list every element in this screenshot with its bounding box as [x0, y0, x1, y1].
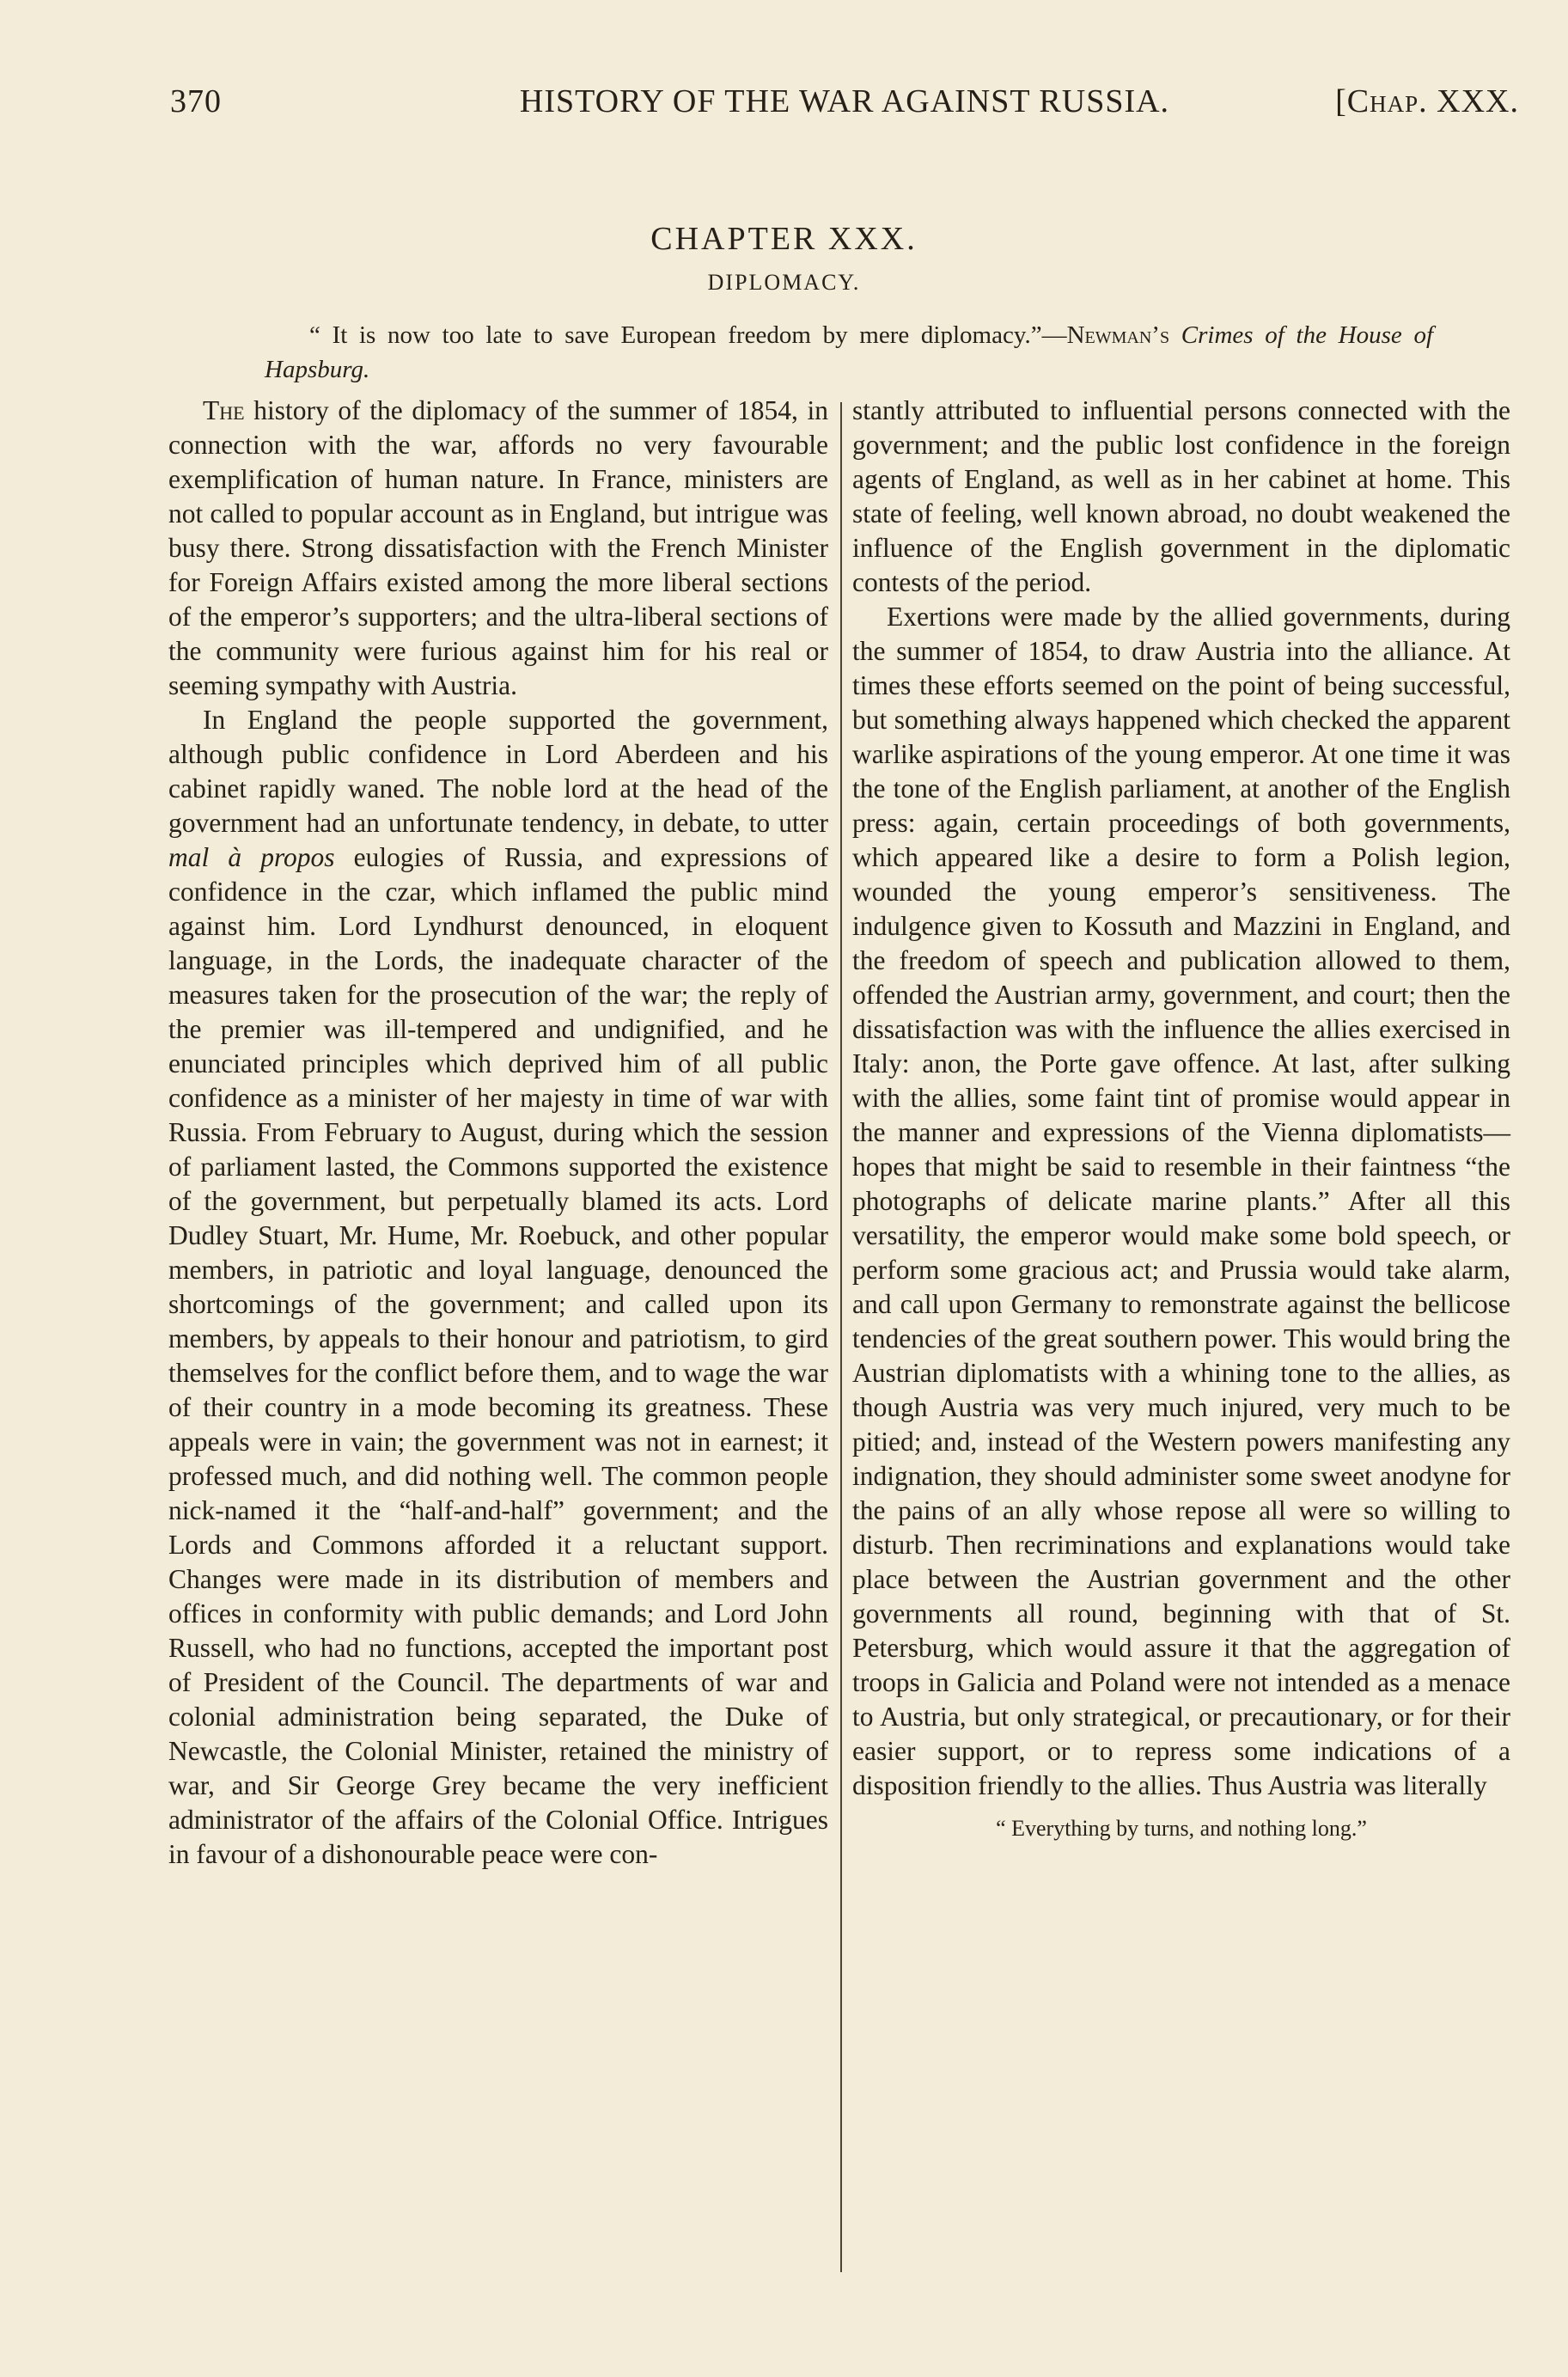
epigraph-work: Crimes of the House of Hapsburg.	[265, 321, 1433, 383]
paragraph-text: In England the people supported the government, although public confidence in Lord Aberdeen and his cabinet rapidly waned. The noble lord at the head of the government had an unfortunate tendency, in debate, to utter	[168, 705, 828, 838]
epigraph-author: Newman’s	[1066, 321, 1170, 349]
epigraph-quote: “ It is now too late to save European freedom by mere diplomacy.”—	[309, 321, 1067, 349]
running-head	[170, 82, 1519, 125]
running-chapter: [Chap. XXX.	[1335, 83, 1519, 119]
italic-phrase: mal à propos	[168, 842, 335, 872]
paragraph	[168, 703, 828, 1872]
paragraph-lead: The	[203, 395, 245, 425]
right-column	[852, 394, 1510, 1846]
chapter-title: CHAPTER XXX.	[650, 221, 918, 257]
paragraph-text: history of the diplomacy of the summer of 1854, in connection with the war, affords no very favourable exemplification of human nature. In France, ministers are not called to popular account as in England, but intrigue was busy there. Strong dissatisfaction with the French Minister for Foreign Affairs existed among the more liberal sections of the emperor’s supporters; and the ultra-liberal sections of the community were furious against him for his real or seeming sympathy with Austria.	[168, 395, 828, 700]
chapter-subtitle: DIPLOMACY.	[707, 270, 861, 295]
column-divider	[840, 402, 842, 2272]
paragraph	[168, 394, 828, 703]
paragraph: stantly attributed to influential persons connected with the government; and the public lost confidence in the foreign agents of England, as well as in her cabinet at home. This state of feeling, well known abroad, no doubt weakened the influence of the English government in the diplomatic contests of the period.	[852, 395, 1510, 597]
left-column	[168, 394, 828, 1872]
page-number: 370	[170, 83, 222, 119]
closing-quote: “ Everything by turns, and nothing long.”	[996, 1816, 1367, 1841]
paragraph: Exertions were made by the allied governments, during the summer of 1854, to draw Austria into the alliance. At times these efforts seemed on the point of being successful, but something always happened which checked the apparent warlike aspirations of the young emperor. At one time it was the tone of the English parliament, at another of the English press: again, certain proceedings of both governments, which appeared like a desire to form a Polish legion, wounded the young emperor’s sensitiveness. The indulgence given to Kossuth and Mazzini in England, and the freedom of speech and publication allowed to them, offended the Austrian army, government, and court; then the dissatisfaction was with the influence the allies exercised in Italy: anon, the Porte gave offence. At last, after sulking with the allies, some faint tint of promise would appear in the manner and expressions of the Vienna diplomatists—hopes that might be said to resemble in their faintness “the photographs of delicate marine plants.” After all this versatility, the emperor would make some bold speech, or perform some gracious act; and Prussia would take alarm, and call upon Germany to remonstrate against the bellicose tendencies of the great southern power. This would bring the Austrian diplomatists with a whining tone to the allies, as though Austria was very much injured, very much to be pitied; and, instead of the Western powers manifesting any indignation, they should administer some sweet anodyne for the pains of an ally whose repose all were so willing to disturb. Then recriminations and explanations would take place between the Austrian government and the other governments all round, beginning with that of St. Petersburg, which would assure it that the aggregation of troops in Galicia and Poland were not intended as a menace to Austria, but only strategical, or precautionary, or for their easier support, or to repress some indications of a disposition friendly to the allies. Thus Austria was literally	[852, 602, 1510, 1800]
paragraph-text: eulogies of Russia, and expressions of confidence in the czar, which inflamed the public mind against him. Lord Lyndhurst denounced, in eloquent language, in the Lords, the inadequate character of the measures taken for the prosecution of the war; the reply of the premier was ill-tempered and undignified, and he enunciated principles which deprived him of all public confidence as a minister of her majesty in time of war with Russia. From February to August, during which the session of parliament lasted, the Commons supported the existence of the government, but perpetually blamed its acts. Lord Dudley Stuart, Mr. Hume, Mr. Roebuck, and other popular members, in patriotic and loyal language, denounced the shortcomings of the government; and called upon its members, by appeals to their honour and patriotism, to gird themselves for the conflict before them, and to wage the war of their country in a mode becoming its greatness. These appeals were in vain; the government was not in earnest; it professed much, and did nothing well. The common people nick-named it the “half-and-half” government; and the Lords and Commons afforded it a reluctant support. Changes were made in its distribution of members and offices in conformity with public demands; and Lord John Russell, who had no functions, accepted the important post of President of the Council. The departments of war and colonial administration being separated, the Duke of Newcastle, the Colonial Minister, retained the ministry of war, and Sir George Grey became the very inefficient administrator of the affairs of the Colonial Office. Intrigues in favour of a dishonourable peace were con-	[168, 842, 828, 1869]
epigraph	[265, 318, 1433, 387]
running-title: HISTORY OF THE WAR AGAINST RUSSIA.	[519, 83, 1170, 119]
